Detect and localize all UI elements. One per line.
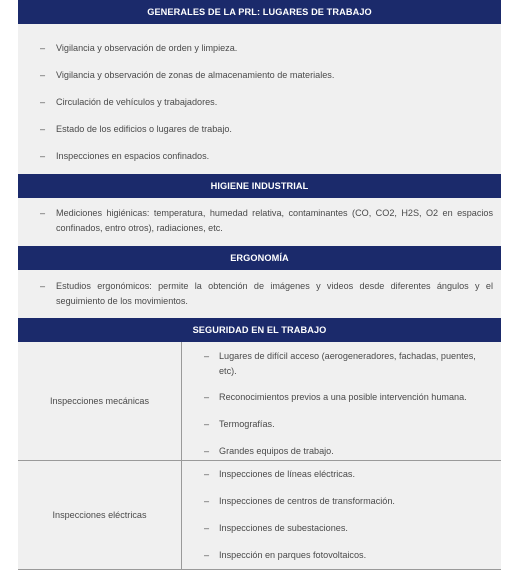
row-label: Inspecciones mecánicas [49, 396, 150, 406]
list-item [18, 41, 501, 56]
bullet-dash: – [40, 281, 46, 291]
bullet-dash: – [204, 392, 210, 402]
list-item [18, 149, 501, 164]
list-item [182, 494, 501, 509]
table-row [18, 342, 501, 460]
list-item-text: Inspecciones de centros de transformación. [219, 496, 395, 506]
bullet-dash: – [204, 469, 210, 479]
section-header-ergonomia [18, 246, 501, 270]
list-item-text: Reconocimientos previos a una posible intervención humana. [219, 392, 467, 402]
list-item-text: Grandes equipos de trabajo. [219, 446, 334, 456]
bullet-dash: – [204, 523, 210, 533]
section-body-ergonomia [18, 270, 501, 318]
section-header-higiene [18, 174, 501, 198]
bullet-dash: – [40, 208, 46, 218]
list-item-text: Vigilancia y observación de zonas de almacenamiento de materiales. [56, 70, 335, 80]
section-body-lugares-trabajo [18, 24, 501, 174]
prl-table [18, 0, 501, 570]
row-label-cell [18, 342, 182, 460]
row-items-cell [182, 342, 501, 460]
list-item [182, 349, 501, 378]
section-title: GENERALES DE LA PRL: LUGARES DE TRABAJO [147, 7, 372, 17]
section-title: HIGIENE INDUSTRIAL [210, 181, 309, 191]
list-item [18, 95, 501, 110]
list-item-text: Estudios ergonómicos: permite la obtención de imágenes y videos desde diferentes ángulos y el seguimiento de los movimientos. [56, 281, 493, 306]
bullet-dash: – [40, 151, 46, 161]
list-item [18, 279, 501, 308]
section-body-higiene [18, 198, 501, 246]
list-item [18, 68, 501, 83]
list-item-text: Inspecciones de líneas eléctricas. [219, 469, 355, 479]
bullet-dash: – [204, 446, 210, 456]
list-item [182, 390, 501, 405]
list-item-text: Inspecciones de subestaciones. [219, 523, 348, 533]
bullet-dash: – [204, 496, 210, 506]
list-item [182, 467, 501, 482]
list-item [182, 548, 501, 563]
bullet-dash: – [204, 351, 210, 361]
list-item-text: Vigilancia y observación de orden y limpieza. [56, 43, 238, 53]
list-item-text: Estado de los edificios o lugares de trabajo. [56, 124, 232, 134]
section-title: ERGONOMÍA [230, 253, 289, 263]
section-header-lugares-trabajo [18, 0, 501, 24]
list-item [18, 206, 501, 235]
table-row [18, 461, 501, 569]
list-item [182, 521, 501, 536]
list-item-text: Termografías. [219, 419, 275, 429]
bullet-dash: – [40, 70, 46, 80]
row-items-cell [182, 461, 501, 569]
bullet-dash: – [40, 97, 46, 107]
list-item-text: Circulación de vehículos y trabajadores. [56, 97, 218, 107]
list-item-text: Inspecciones en espacios confinados. [56, 151, 210, 161]
list-item-text: Mediciones higiénicas: temperatura, humedad relativa, contaminantes (CO, CO2, H2S, O2 en espacios confinados, entro otros), radiaciones, etc. [56, 208, 493, 233]
list-item-text: Inspección en parques fotovoltaicos. [219, 550, 367, 560]
bullet-dash: – [204, 419, 210, 429]
bullet-dash: – [40, 43, 46, 53]
row-label-cell [18, 461, 182, 569]
list-item [18, 122, 501, 137]
list-item-text: Lugares de difícil acceso (aerogeneradores, fachadas, puentes, etc). [219, 351, 476, 376]
bullet-dash: – [204, 550, 210, 560]
section-title: SEGURIDAD EN EL TRABAJO [192, 325, 327, 335]
section-header-seguridad [18, 318, 501, 342]
row-label: Inspecciones eléctricas [52, 510, 147, 520]
bullet-dash: – [40, 124, 46, 134]
list-item [182, 417, 501, 432]
list-item [182, 444, 501, 459]
table-bottom-border [18, 569, 501, 570]
